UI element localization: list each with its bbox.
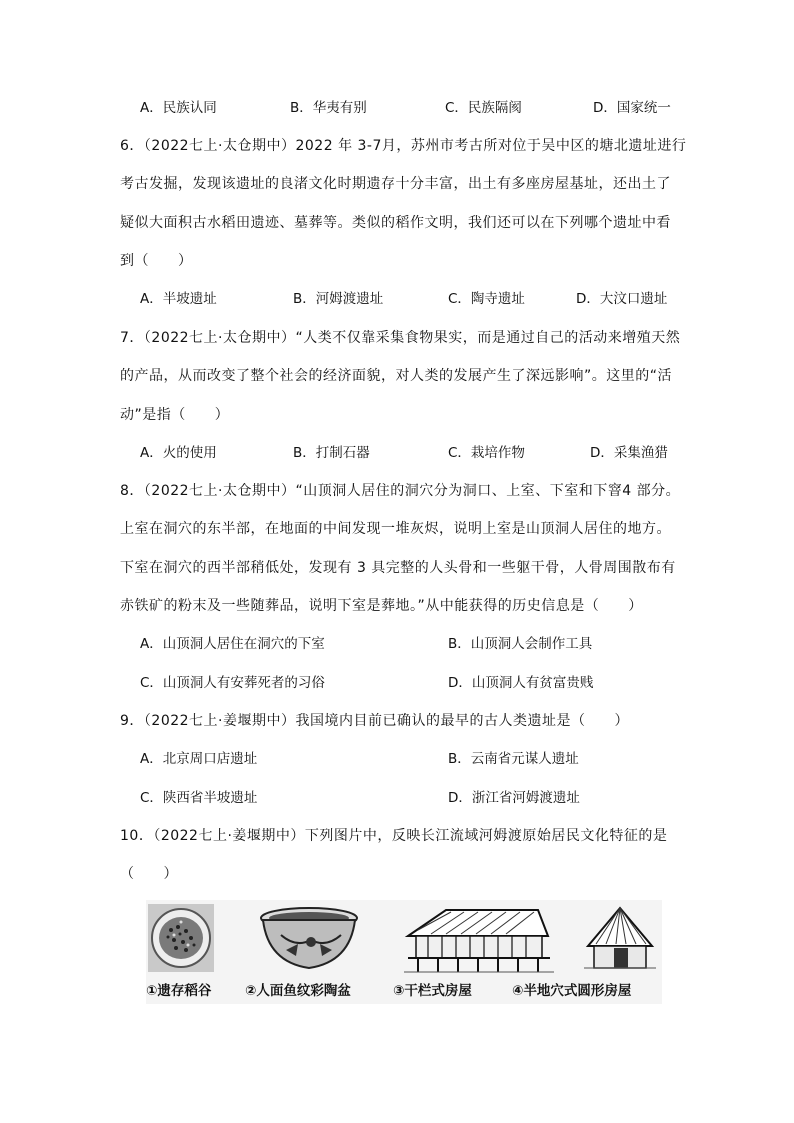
rice-grains-image [148,904,214,972]
q6-option-a: A．半坡遗址 [140,291,217,307]
q8-option-b: B．山顶洞人会制作工具 [448,636,593,652]
q7-stem-line-2: 的产品，从而改变了整个社会的经济面貌，对人类的发展产生了深远影响”。这里的“活 [120,368,673,384]
q7-stem-line-1: 7．（2022七上·太仓期中）“人类不仅靠采集食物果实，而是通过自己的活动来增殖天然 [120,330,681,346]
q6-option-b: B．河姆渡遗址 [293,291,384,307]
q7-stem-line-3: 动”是指（ ） [120,407,230,423]
q5-option-d: D．国家统一 [593,100,671,116]
q8-stem-line-4: 赤铁矿的粉末及一些随葬品，说明下室是葬地。”从中能获得的历史信息是（ ） [120,598,643,614]
q8-stem-line-1: 8．（2022七上·太仓期中）“山顶洞人居住的洞穴分为洞口、上室、下室和下窨4 部分。 [120,483,681,499]
q8-option-a: A．山顶洞人居住在洞穴的下室 [140,636,325,652]
q5-option-b: B．华夷有别 [290,100,367,116]
q6-stem-line-3: 疑似大面积古水稻田遗迹、墓葬等。类似的稻作文明，我们还可以在下列哪个遗址中看 [120,215,671,231]
q5-option-c: C．民族隔阂 [445,100,522,116]
q7-option-a: A．火的使用 [140,445,217,461]
q9-option-d: D．浙江省河姆渡遗址 [448,790,580,806]
q5-option-a: A．民族认同 [140,100,217,116]
q10-caption-1: ①遗存稻谷 [146,983,212,999]
q6-stem-line-1: 6．（2022七上·太仓期中）2022 年 3-7月，苏州市考古所对位于吴中区的塘北遗址进行 [120,138,687,154]
q10-stem-line-2: （ ） [120,866,178,882]
q7-option-d: D．采集渔猎 [590,445,668,461]
q10-caption-4: ④半地穴式圆形房屋 [512,983,632,999]
q7-option-b: B．打制石器 [293,445,370,461]
q9-option-b: B．云南省元谋人遗址 [448,751,579,767]
q8-option-d: D．山顶洞人有贫富贵贱 [448,675,594,691]
q6-option-c: C．陶寺遗址 [448,291,525,307]
q8-stem-line-2: 上室在洞穴的东半部，在地面的中间发现一堆灰烬，说明上室是山顶洞人居住的地方。 [120,521,671,537]
q10-stem-line-1: 10．（2022七上·姜堰期中）下列图片中，反映长江流域河姆渡原始居民文化特征的是 [120,828,668,844]
q10-caption-2: ②人面鱼纹彩陶盆 [245,983,351,999]
q8-option-c: C．山顶洞人有安葬死者的习俗 [140,675,325,691]
q6-stem-line-4: 到（ ） [120,253,193,269]
q9-stem-line-1: 9．（2022七上·姜堰期中）我国境内目前已确认的最早的古人类遗址是（ ） [120,713,629,729]
q9-option-c: C．陕西省半坡遗址 [140,790,258,806]
q7-option-c: C．栽培作物 [448,445,525,461]
q6-stem-line-2: 考古发掘，发现该遗址的良渚文化时期遗存十分丰富，出土有多座房屋基址，还出土了 [120,176,671,192]
q8-stem-line-3: 下室在洞穴的西半部稍低处，发现有 3 具完整的人头骨和一些躯干骨，人骨周围散布有 [120,560,676,576]
q10-caption-3: ③干栏式房屋 [393,983,472,999]
q6-option-d: D．大汶口遗址 [576,291,668,307]
q9-option-a: A．北京周口店遗址 [140,751,258,767]
